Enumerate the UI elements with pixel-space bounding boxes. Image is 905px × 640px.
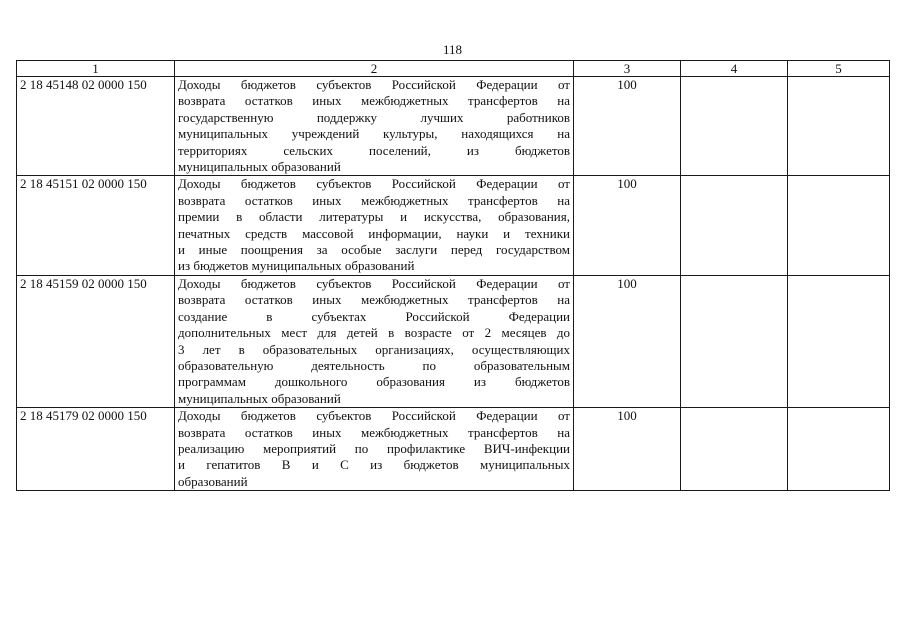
description-line: возврата остатков иных межбюджетных трансфертов на (178, 424, 570, 440)
description-cell (175, 275, 574, 407)
description-line: и иные поощрения за особые заслуги перед государством (178, 242, 570, 258)
description-line: Доходы бюджетов субъектов Российской Федерации от (178, 77, 570, 92)
budget-code-cell: 2 18 45159 02 0000 150 (17, 275, 175, 407)
description-line: муниципальных образований (178, 159, 341, 175)
description-line: Доходы бюджетов субъектов Российской Федерации от (178, 408, 570, 424)
description-line: возврата остатков иных межбюджетных трансфертов на (178, 192, 570, 208)
empty-cell-col4 (681, 275, 788, 407)
description-line: Доходы бюджетов субъектов Российской Федерации от (178, 275, 570, 291)
empty-cell-col4 (681, 77, 788, 176)
header-row (17, 61, 890, 77)
description-line: 3 лет в образовательных организациях, осуществляющих (178, 341, 570, 357)
description-line: Доходы бюджетов субъектов Российской Федерации от (178, 176, 570, 192)
table-row (17, 176, 890, 275)
page-number: 118 (442, 42, 463, 57)
empty-cell-col4 (681, 176, 788, 275)
header-col-3: 3 (574, 61, 681, 77)
percent-cell: 100 (574, 275, 681, 407)
empty-cell-col5 (788, 275, 890, 407)
budget-revenue-table (16, 60, 890, 491)
description-line: из бюджетов муниципальных образований (178, 258, 415, 274)
description-line: печатных средств массовой информации, науки и техники (178, 225, 570, 241)
empty-cell-col5 (788, 408, 890, 491)
description-line: и гепатитов В и С из бюджетов муниципальных (178, 457, 570, 473)
description-cell (175, 408, 574, 491)
description-line: муниципальных образований (178, 390, 341, 406)
description-line: образований (178, 473, 248, 489)
description-line: реализацию мероприятий по профилактике ВИЧ-инфекции (178, 440, 570, 456)
header-col-5: 5 (788, 61, 890, 77)
table-row (17, 275, 890, 407)
description-line: возврата остатков иных межбюджетных трансфертов на (178, 292, 570, 308)
description-line: возврата остатков иных межбюджетных трансфертов на (178, 93, 570, 109)
header-col-2: 2 (175, 61, 574, 77)
description-line: создание в субъектах Российской Федерации (178, 308, 570, 324)
percent-cell: 100 (574, 77, 681, 176)
description-cell (175, 77, 574, 176)
header-col-4: 4 (681, 61, 788, 77)
description-line: муниципальных учреждений культуры, находящихся на (178, 126, 570, 142)
description-line: территориях сельских поселений, из бюджетов (178, 142, 570, 158)
empty-cell-col5 (788, 77, 890, 176)
budget-code-cell: 2 18 45148 02 0000 150 (17, 77, 175, 176)
empty-cell-col5 (788, 176, 890, 275)
description-line: дополнительных мест для детей в возрасте от 2 месяцев до (178, 325, 570, 341)
description-line: программам дошкольного образования из бюджетов (178, 374, 570, 390)
budget-code-cell: 2 18 45151 02 0000 150 (17, 176, 175, 275)
empty-cell-col4 (681, 408, 788, 491)
table-row (17, 77, 890, 176)
budget-code-cell: 2 18 45179 02 0000 150 (17, 408, 175, 491)
description-line: премии в области литературы и искусства, образования, (178, 209, 570, 225)
percent-cell: 100 (574, 408, 681, 491)
description-cell (175, 176, 574, 275)
header-col-1: 1 (17, 61, 175, 77)
percent-cell: 100 (574, 176, 681, 275)
table-row (17, 408, 890, 491)
description-line: государственную поддержку лучших работников (178, 109, 570, 125)
description-line: образовательную деятельность по образовательным (178, 357, 570, 373)
